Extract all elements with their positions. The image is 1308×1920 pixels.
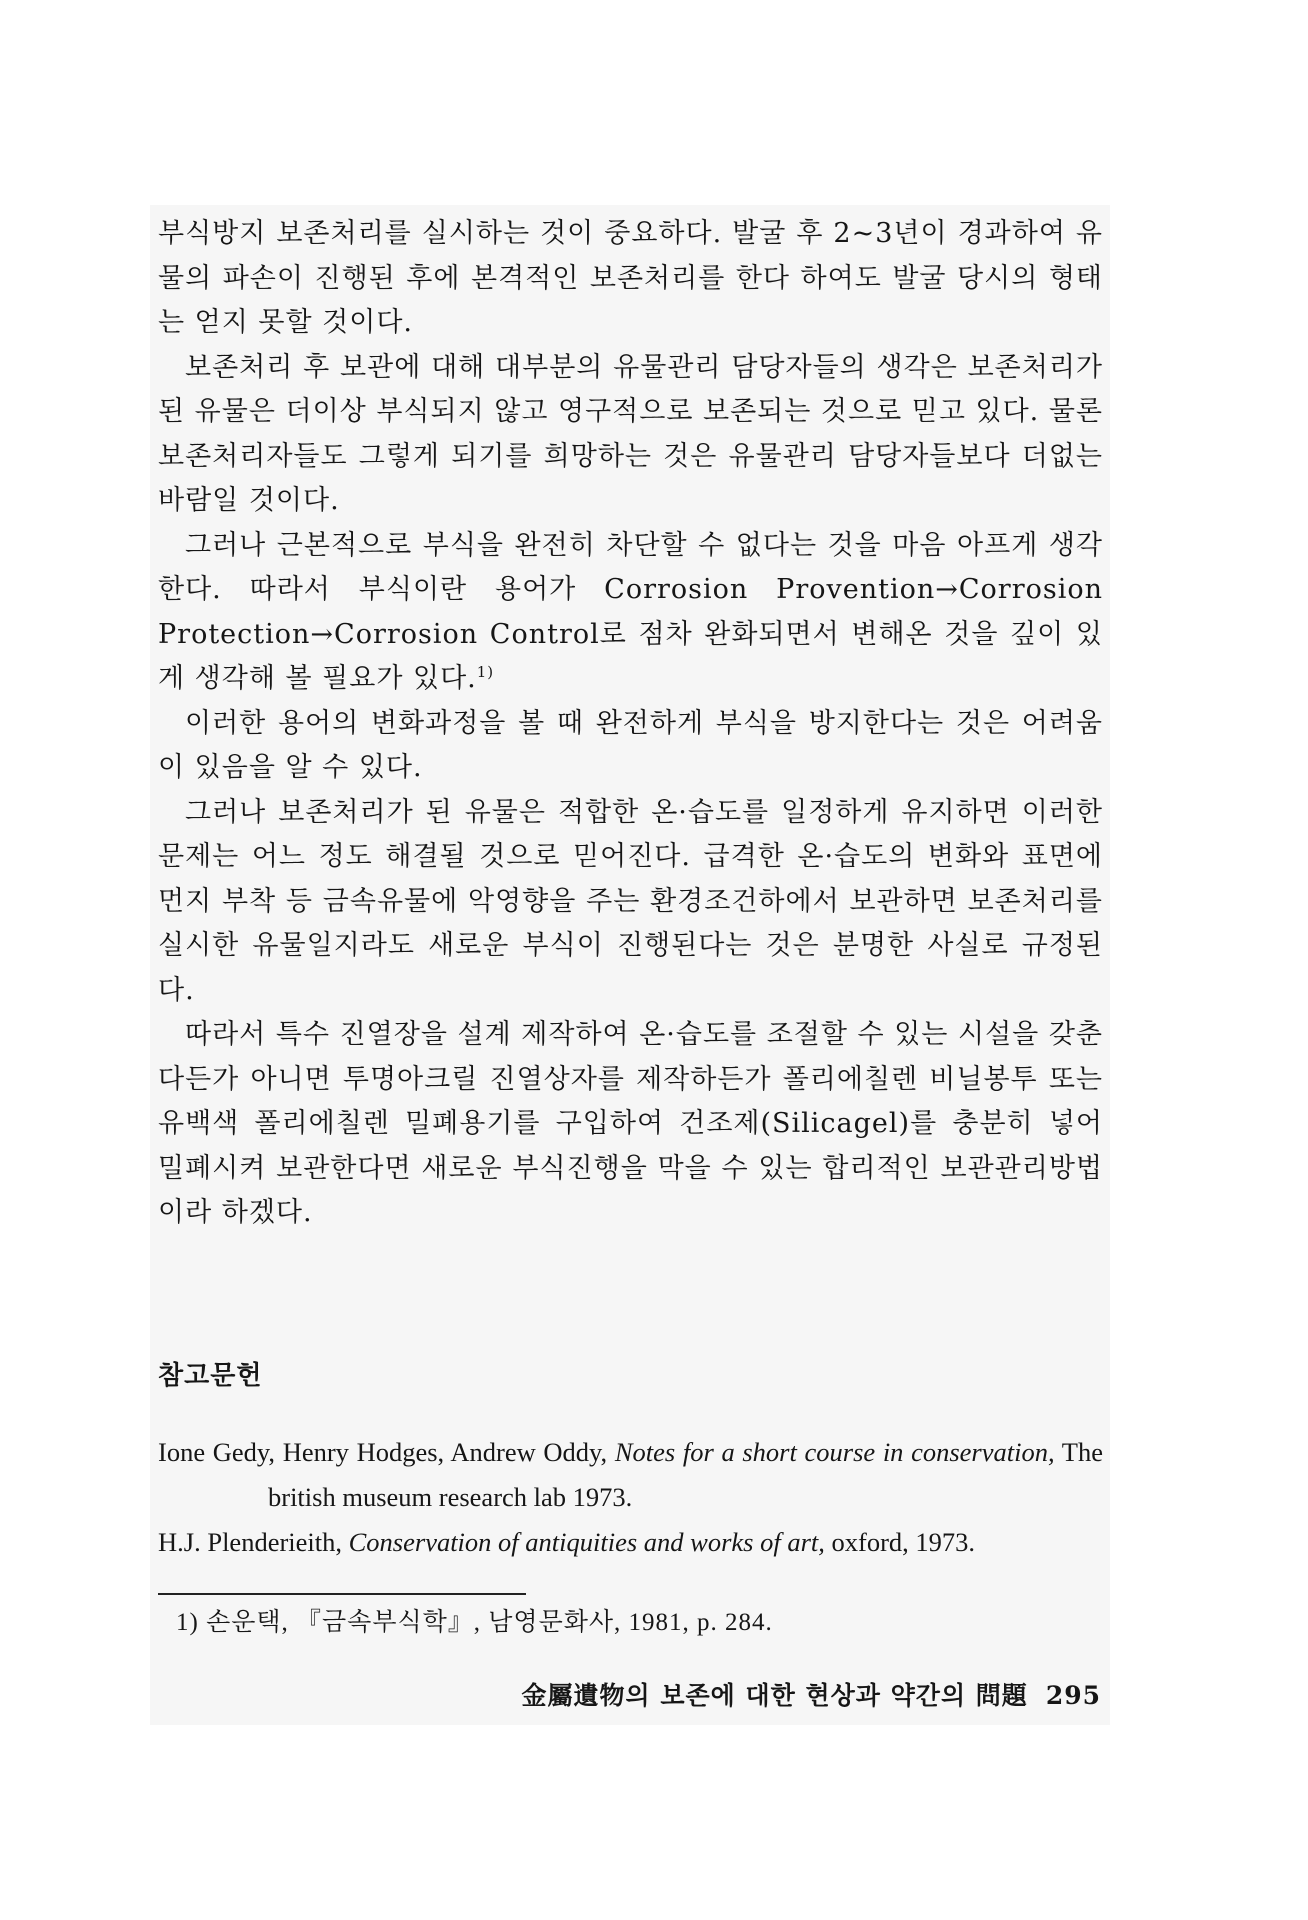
references-heading: 참고문헌 (158, 1361, 263, 1391)
reference-publisher: oxford, 1973. (831, 1527, 976, 1557)
paragraph: 부식방지 보존처리를 실시하는 것이 중요하다. 발굴 후 2~3년이 경과하여 유물의 파손이 진행된 후에 본격적인 보존처리를 한다 하여도 발굴 당시의 형태는 얻지 못할 것이다. (158, 218, 1103, 338)
page-number: 295 (1045, 1681, 1101, 1710)
reference-item (158, 1520, 1103, 1565)
footnote: 1) 손운택, 『금속부식학』, 남영문화사, 1981, p. 284. (176, 1609, 773, 1636)
references-list (158, 1430, 1103, 1565)
paragraph: 그러나 보존처리가 된 유물은 적합한 온·습도를 일정하게 유지하면 이러한 문제는 어느 정도 해결될 것으로 믿어진다. 급격한 온·습도의 변화와 표면에 먼지 부착 등 금속유물에 악영향을 주는 환경조건하에서 보관하면 보존처리를 실시한 유물일지라도 새로운 부식이 진행된다는 것은 분명한 사실로 규정된다. (158, 796, 1103, 1006)
paragraph-text: 그러나 근본적으로 부식을 완전히 차단할 수 없다는 것을 마음 아프게 생각한다. 따라서 부식이란 용어가 Corrosion Provention→Corrosion Protection→Corrosion Control로 점차 완화되면서 변해온 것을 깊이 있게 생각해 볼 필요가 있다. (158, 529, 1103, 694)
paragraph: 따라서 특수 진열장을 설계 제작하여 온·습도를 조절할 수 있는 시설을 갖춘다든가 아니면 투명아크릴 진열상자를 제작하든가 폴리에칠렌 비닐봉투 또는 유백색 폴리에칠렌 밀폐용기를 구입하여 건조제(Silicagel)를 충분히 넣어 밀폐시켜 보관한다면 새로운 부식진행을 막을 수 있는 합리적인 보관관리방법이라 하겠다. (158, 1019, 1103, 1228)
footnote-divider (158, 1593, 526, 1595)
paragraph (158, 524, 1103, 702)
reference-publisher: The british museum research lab 1973. (268, 1437, 1103, 1512)
reference-item (158, 1430, 1103, 1520)
running-footer (0, 1676, 1101, 1712)
reference-title: Conservation of antiquities and works of art, (348, 1527, 825, 1557)
reference-authors: H.J. Plenderieith, (158, 1527, 342, 1557)
reference-title: Notes for a short course in conservation, (614, 1437, 1055, 1467)
paragraph: 이러한 용어의 변화과정을 볼 때 완전하게 부식을 방지한다는 것은 어려움이 있음을 알 수 있다. (158, 707, 1103, 783)
footnote-marker: 1) (476, 663, 495, 681)
body-text (158, 212, 1103, 1236)
reference-authors: Ione Gedy, Henry Hodges, Andrew Oddy, (158, 1437, 608, 1467)
paragraph: 보존처리 후 보관에 대해 대부분의 유물관리 담당자들의 생각은 보존처리가 된 유물은 더이상 부식되지 않고 영구적으로 보존되는 것으로 믿고 있다. 물론 보존처리자들도 그렇게 되기를 희망하는 것은 유물관리 담당자들보다 더없는 바람일 것이다. (158, 351, 1103, 516)
running-title: 金屬遺物의 보존에 대한 현상과 약간의 問題 (521, 1681, 1028, 1710)
